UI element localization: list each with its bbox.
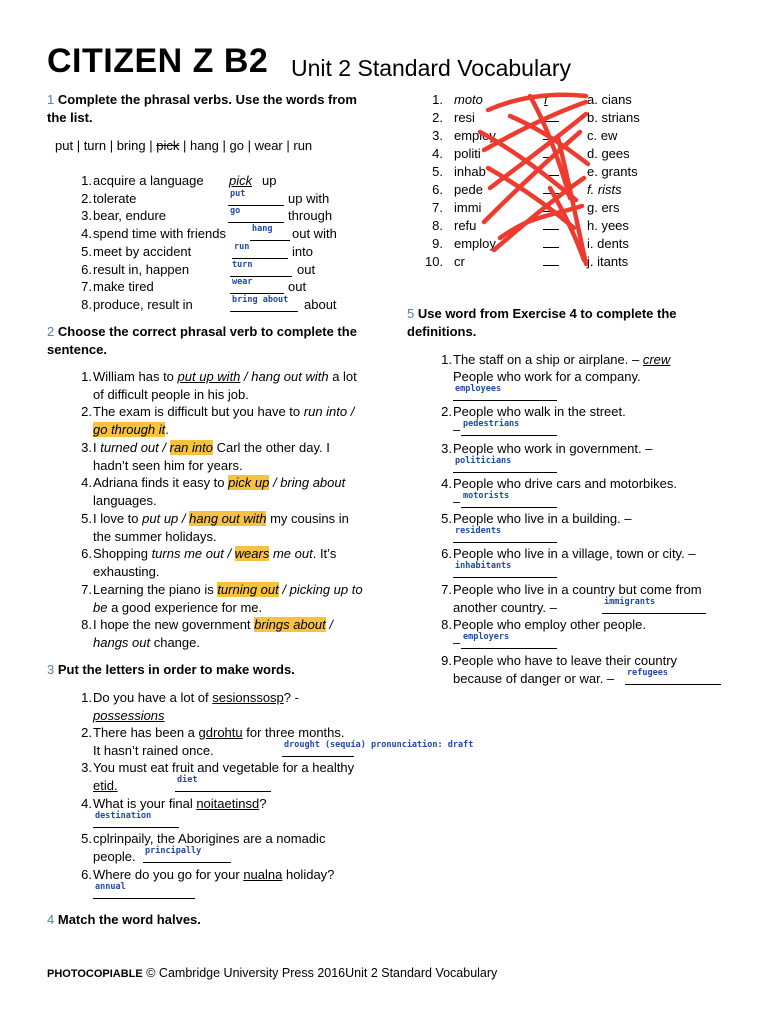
option-highlighted[interactable]: turning out [217, 582, 279, 597]
answer-blank[interactable] [461, 491, 557, 508]
ex5-item [430, 581, 730, 617]
handwritten-answer: diet [177, 775, 198, 786]
item-particle: out with [292, 226, 337, 241]
word-start: politi [454, 146, 481, 161]
item-number: 4. [441, 476, 452, 491]
word-start: immi [454, 200, 482, 215]
item-definition: People who live in a country but come from another country. – [453, 582, 702, 615]
item-number: 3. [441, 441, 452, 456]
handwritten-answer: destination [95, 811, 152, 822]
ex1-item [70, 207, 370, 226]
ex1-item [70, 225, 370, 244]
sentence-text: . [165, 421, 169, 437]
handwritten-answer: turn [232, 260, 253, 271]
item-number: 1. [81, 369, 92, 384]
ex1-item [70, 261, 370, 280]
item-number: 2. [81, 404, 92, 419]
answer-blank[interactable] [93, 882, 195, 899]
word-option: hang [189, 138, 219, 153]
word-start: moto [454, 92, 483, 107]
sentence-text: Adriana finds it easy to [93, 475, 229, 490]
item-definition: People who walk in the street. [453, 404, 626, 419]
jumbled-word: gdrohtu [198, 725, 243, 740]
handwritten-answer: bring about [232, 295, 289, 306]
sentence-text: Carl the other day. I hadn’t seen him for years. [93, 440, 330, 473]
item-definition: bear, endure [93, 208, 167, 223]
ex5-item [430, 351, 730, 403]
option-continued: me out [269, 546, 313, 561]
sentence-text: You must eat fruit and vegetable for a healthy [93, 760, 355, 775]
word-option: wear [254, 138, 283, 153]
footer [47, 966, 497, 980]
item-number: 2. [81, 725, 92, 740]
item-particle: into [292, 244, 313, 259]
item-number: 3. [81, 760, 92, 775]
item-number: 5. [81, 831, 92, 846]
item-definition: make tired [93, 279, 154, 294]
ex1-item [70, 243, 370, 262]
item-number: 6. [81, 546, 92, 561]
sentence-text: I hope the new government [93, 617, 255, 632]
option-separator: / [240, 369, 252, 384]
item-number: 7. [81, 279, 92, 294]
handwritten-answer: annual [95, 882, 126, 893]
item-definition: tolerate [93, 191, 137, 206]
item-number: 8. [441, 617, 452, 632]
item-number: 8. [432, 218, 443, 233]
definition-text: People who work for a company. [453, 369, 641, 384]
item-number: 5. [441, 511, 452, 526]
item-particle: out [288, 279, 307, 294]
option-separator: / [325, 617, 333, 632]
sentence-text: Shopping [93, 546, 152, 561]
jumbled-word: sesionssosp [212, 690, 284, 705]
footer-photocopiable: PHOTOCOPIABLE [47, 968, 143, 980]
handwritten-answer: hang [252, 224, 273, 235]
item-particle: about [304, 297, 337, 312]
jumbled-word: etid. [93, 777, 118, 793]
definition-text: The staff on a ship or airplane. – [453, 352, 640, 367]
ex3-item [70, 866, 370, 902]
sentence-text: a good experience for me. [107, 599, 263, 615]
item-definition: result in, happen [93, 262, 190, 277]
ex5-item: 4. People who drive cars and motorbikes. – motorists [430, 475, 730, 511]
sentence-text: I love to [93, 511, 143, 526]
item-number: 4. [81, 226, 92, 241]
answer-blank[interactable] [250, 224, 290, 241]
item-sentence [93, 368, 363, 403]
answer-blank[interactable] [453, 526, 557, 543]
sentence-text: ? [259, 796, 267, 811]
word-end: g. ers [587, 200, 620, 215]
item-particle: out [297, 262, 316, 277]
jumbled-word: noitaetinsd [196, 796, 260, 811]
item-sentence [93, 866, 334, 884]
option[interactable]: hangs out [93, 634, 151, 650]
ex5-item [430, 545, 730, 581]
option[interactable]: picking up to be [93, 582, 363, 615]
answer-blank[interactable] [175, 775, 271, 792]
handwritten-answer: inhabitants [455, 561, 512, 572]
word-end: e. grants [587, 164, 638, 179]
word-end: d. gees [587, 146, 630, 161]
footer-copyright: © Cambridge University Press 2016Unit 2 Standard Vocabulary [146, 966, 498, 980]
word-end: j. itants [587, 254, 629, 269]
option-separator: / [347, 404, 355, 419]
option-separator: / [223, 546, 235, 561]
word-start: resi [454, 110, 475, 125]
item-definition: produce, result in [93, 297, 193, 312]
handwritten-answer: immigrants [604, 597, 656, 608]
ex1-heading [47, 91, 367, 127]
item-number: 1. [81, 690, 92, 705]
sentence-text: ? - [283, 690, 299, 705]
word-start: pede [454, 182, 483, 197]
item-number: 2. [432, 110, 443, 125]
ex5-instruction: Use word from Exercise 4 to complete the definitions. [407, 306, 677, 339]
item-number: 1. [432, 92, 443, 107]
ex5-item: 2. People who walk in the street. – pedestrians [430, 403, 730, 439]
ex4-instruction: Match the word halves. [57, 912, 201, 927]
sentence-text: Do you have a lot of [93, 690, 213, 705]
item-number: 1. [441, 352, 452, 367]
answer-blank[interactable] [230, 295, 298, 312]
option-separator: / [158, 440, 170, 455]
sentence-text: The exam is difficult but you have to [93, 404, 304, 419]
ex1-item [70, 278, 370, 297]
answer-blank[interactable] [461, 632, 557, 649]
word-end: i. dents [587, 236, 629, 251]
handwritten-answer: motorists [463, 491, 510, 502]
word-start: refu [454, 218, 477, 233]
item-definition: People who drive cars and motorbikes. [453, 476, 678, 491]
handwritten-answer: go [230, 206, 241, 217]
word-option: put [55, 138, 74, 153]
option[interactable]: turns me out [151, 546, 224, 561]
answer-blank[interactable] [282, 740, 474, 757]
handwritten-answer: employers [463, 632, 510, 643]
word-option-crossed: pick [156, 138, 180, 153]
ex3-item [70, 689, 370, 725]
item-number: 6. [432, 182, 443, 197]
item-sentence [93, 510, 363, 545]
answer-blank[interactable] [461, 419, 557, 436]
option-highlighted[interactable]: pick up [228, 475, 270, 490]
red-scribble-marks [470, 88, 600, 270]
ex5-item [430, 652, 730, 688]
sentence-text: my cousins in the summer holidays. [93, 511, 349, 544]
item-number: 4. [432, 146, 443, 161]
sentence-text: change. [150, 634, 200, 650]
item-number: 5. [81, 244, 92, 259]
option-highlighted[interactable]: go through it [93, 421, 166, 437]
item-number: 2. [81, 191, 92, 206]
item-definition: meet by accident [93, 244, 192, 259]
handwritten-answer: drought (sequía) pronunciation: draft [284, 740, 474, 751]
ex3-item [70, 795, 370, 831]
item-number: 5. [81, 511, 92, 526]
word-start: employ [454, 236, 496, 251]
item-sentence [93, 545, 363, 580]
answer-blank[interactable] [602, 597, 706, 614]
ex2-instruction: Choose the correct phrasal verb to complete the sentence. [47, 324, 357, 357]
item-number: 3. [81, 208, 92, 223]
item-definition: People who work in government. – [453, 441, 653, 456]
item-definition: People who live in a building. – [453, 511, 632, 526]
sentence-text: a lot of difficult people in his job. [93, 369, 357, 402]
item-particle: through [288, 208, 333, 223]
option-separator: / [278, 582, 290, 597]
option-separator: / [269, 475, 281, 490]
word-end: a. cians [587, 92, 632, 107]
page-subtitle: Unit 2 Standard Vocabulary [291, 55, 572, 81]
ex1-number: 1 [47, 92, 55, 107]
item-definition: People who employ other people. [453, 617, 646, 632]
item-example-answer: possessions [93, 708, 165, 723]
ex5-heading [407, 305, 737, 341]
item-sentence [93, 403, 363, 438]
sentence-text: Learning the piano is [93, 582, 218, 597]
handwritten-answer: politicians [455, 456, 512, 467]
answer-blank[interactable] [453, 561, 557, 578]
item-number: 5. [432, 164, 443, 179]
word-end: h. yees [587, 218, 629, 233]
item-definition [453, 351, 670, 369]
ex3-heading [47, 661, 377, 679]
sentence-text: . It’s exhausting. [93, 546, 337, 579]
item-definition: acquire a language [93, 173, 204, 188]
word-end: c. ew [587, 128, 618, 143]
ex1-item [70, 296, 370, 315]
ex2-heading [47, 323, 372, 359]
handwritten-answer: employees [455, 384, 502, 395]
option-highlighted[interactable]: wears [234, 546, 270, 561]
handwritten-answer: refugees [627, 668, 668, 679]
jumbled-word: nualna [243, 867, 283, 882]
sentence-text: holiday? [282, 867, 335, 882]
item-example-answer: pick [229, 173, 253, 188]
item-sentence [93, 616, 369, 651]
item-example-answer: crew [642, 352, 671, 367]
option-highlighted[interactable]: brings about [254, 617, 326, 632]
sentence-text: There has been a [93, 725, 199, 740]
option[interactable]: run into [303, 404, 348, 419]
item-particle: up with [288, 191, 330, 206]
item-number: 9. [432, 236, 443, 251]
item-number: 7. [432, 200, 443, 215]
handwritten-answer: residents [455, 526, 502, 537]
page-title: CITIZEN Z B2 [47, 42, 269, 80]
sentence-text: languages. [93, 492, 157, 508]
item-number: 1. [81, 173, 92, 188]
ex3-item [70, 830, 370, 866]
option-highlighted[interactable]: ran into [169, 440, 213, 455]
ex3-item [70, 759, 370, 795]
item-number: 7. [441, 582, 452, 597]
ex5-item: 8. People who employ other people. – employers [430, 616, 730, 652]
word-end: f. rists [587, 182, 622, 197]
option-separator: / [178, 511, 190, 526]
match-answer[interactable]: f [544, 92, 548, 107]
item-particle: up [262, 173, 277, 188]
sentence-text: I [93, 440, 101, 455]
item-sentence [93, 689, 299, 707]
word-option: turn [83, 138, 107, 153]
item-number: 6. [81, 867, 92, 882]
ex4-number: 4 [47, 912, 55, 927]
item-number: 9. [441, 653, 452, 668]
option-chosen[interactable]: put up with [177, 369, 241, 384]
handwritten-answer: wear [232, 277, 253, 288]
item-sentence [93, 581, 363, 616]
word-option: go [229, 138, 244, 153]
handwritten-answer: run [234, 242, 250, 253]
word-end: b. strians [587, 110, 640, 125]
ex3-instruction: Put the letters in order to make words. [57, 662, 295, 677]
option[interactable]: hang out with [251, 369, 329, 384]
ex3-item [70, 724, 474, 760]
item-definition: People who live in a village, town or city. – [453, 546, 696, 561]
item-sentence [93, 439, 363, 474]
item-number: 4. [81, 796, 92, 811]
word-option: run [293, 138, 313, 153]
ex4-heading [47, 911, 377, 929]
item-definition: People who have to leave their country because of danger or war. – [453, 653, 678, 686]
item-number: 2. [441, 404, 452, 419]
word-start: inhab [454, 164, 486, 179]
ex5-number: 5 [407, 306, 415, 321]
answer-blank[interactable] [143, 846, 231, 863]
option-highlighted[interactable]: hang out with [189, 511, 267, 526]
answer-blank[interactable] [93, 811, 179, 828]
item-number: 8. [81, 297, 92, 312]
item-number: 3. [81, 440, 92, 455]
option[interactable]: put up [142, 511, 179, 526]
option[interactable]: bring about [280, 475, 346, 490]
ex5-item [430, 440, 730, 476]
item-definition: spend time with friends [93, 226, 226, 241]
ex1-instruction: Complete the phrasal verbs. Use the words from the list. [47, 92, 357, 125]
item-number: 3. [432, 128, 443, 143]
answer-blank[interactable] [453, 384, 557, 401]
item-number: 6. [441, 546, 452, 561]
ex1-item [70, 190, 370, 209]
option[interactable]: turned out [100, 440, 159, 455]
ex1-word-list: put | turn | bring | pick | hang | go | wear | run [55, 138, 313, 153]
item-number: 7. [81, 582, 92, 597]
sentence-text: What is your final [93, 796, 197, 811]
sentence-text: for three months. It hasn’t rained once. [93, 725, 345, 758]
item-number: 6. [81, 262, 92, 277]
handwritten-answer: pedestrians [463, 419, 520, 430]
word-start: cr [454, 254, 465, 269]
word-start: employ [454, 128, 496, 143]
handwritten-answer: put [230, 189, 246, 200]
word-option: bring [116, 138, 146, 153]
item-number: 4. [81, 475, 92, 490]
sentence-text: William has to [93, 369, 178, 384]
handwritten-answer: principally [145, 846, 202, 857]
item-number: 8. [81, 617, 92, 632]
item-sentence [93, 474, 363, 509]
answer-blank[interactable] [453, 456, 557, 473]
sentence-text: Where do you go for your [93, 867, 244, 882]
ex5-item [430, 510, 730, 546]
item-sentence: cplrinpaily, the Aborigines are a nomadic people. [93, 831, 326, 864]
answer-blank[interactable] [625, 668, 721, 685]
item-number: 10. [425, 254, 444, 269]
ex2-number: 2 [47, 324, 55, 339]
ex3-number: 3 [47, 662, 55, 677]
